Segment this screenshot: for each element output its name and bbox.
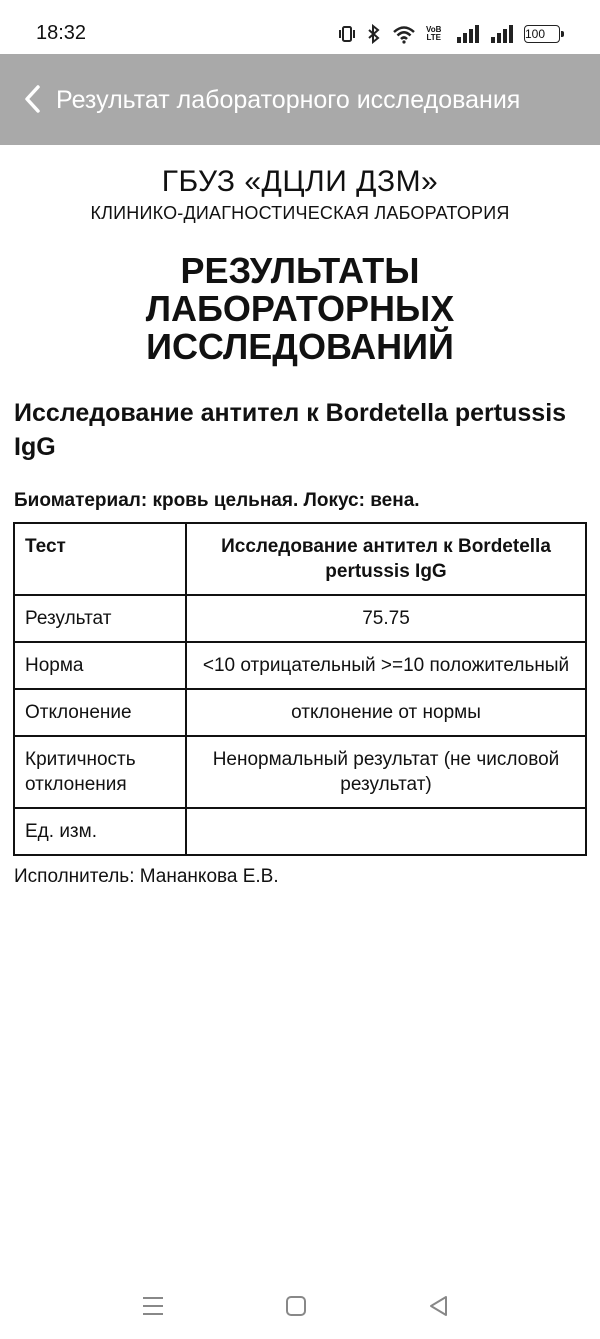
menu-icon[interactable] xyxy=(139,1292,167,1320)
row-label: Норма xyxy=(14,642,186,689)
page-title: Результат лабораторного исследования xyxy=(56,86,521,114)
row-label: Ед. изм. xyxy=(14,808,186,855)
biomaterial-info: Биоматериал: кровь цельная. Локус: вена. xyxy=(14,490,420,511)
status-bar xyxy=(0,0,600,54)
app-bar xyxy=(0,54,600,145)
status-time: 18:32 xyxy=(36,22,87,44)
table-row xyxy=(14,808,586,855)
home-icon[interactable] xyxy=(282,1292,310,1320)
row-value: 75.75 xyxy=(186,595,586,642)
volte-top-label: VoB xyxy=(426,25,442,34)
volte-bottom-label: LTE xyxy=(426,33,441,42)
bluetooth-icon xyxy=(366,24,382,44)
row-label: Отклонение xyxy=(14,689,186,736)
status-icons xyxy=(338,20,560,48)
chevron-left-icon[interactable] xyxy=(20,84,46,114)
row-label: Критичность отклонения xyxy=(14,736,186,808)
document-content xyxy=(0,145,600,888)
table-header-value: Исследование антител к Bordetella pertussis IgG xyxy=(186,523,586,595)
back-triangle-icon[interactable] xyxy=(425,1292,453,1320)
system-nav-bar xyxy=(0,1280,600,1339)
row-value: Ненормальный результат (не числовой результат) xyxy=(186,736,586,808)
organization-subtitle: КЛИНИКО-ДИАГНОСТИЧЕСКАЯ ЛАБОРАТОРИЯ xyxy=(90,203,510,223)
row-value: <10 отрицательный >=10 положительный xyxy=(186,642,586,689)
table-header-label: Тест xyxy=(14,523,186,595)
signal-icon xyxy=(456,25,480,43)
battery-icon: 100 xyxy=(524,25,560,43)
document-title: РЕЗУЛЬТАТЫ ЛАБОРАТОРНЫХ ИССЛЕДОВАНИЙ xyxy=(145,250,455,367)
row-value xyxy=(186,808,586,855)
results-table xyxy=(13,522,587,856)
row-label: Результат xyxy=(14,595,186,642)
table-row xyxy=(14,736,586,808)
row-value: отклонение от нормы xyxy=(186,689,586,736)
vibrate-icon xyxy=(338,24,356,44)
study-name: Исследование антител к Bordetella pertussis IgG xyxy=(14,399,567,461)
volte-icon xyxy=(426,26,446,42)
table-row xyxy=(14,689,586,736)
organization-name: ГБУЗ «ДЦЛИ ДЗМ» xyxy=(161,165,439,198)
table-row xyxy=(14,642,586,689)
signal-icon-2 xyxy=(490,25,514,43)
wifi-icon xyxy=(392,24,416,44)
table-header-row xyxy=(14,523,586,595)
table-row xyxy=(14,595,586,642)
executor-info: Исполнитель: Мананкова Е.В. xyxy=(14,866,279,887)
